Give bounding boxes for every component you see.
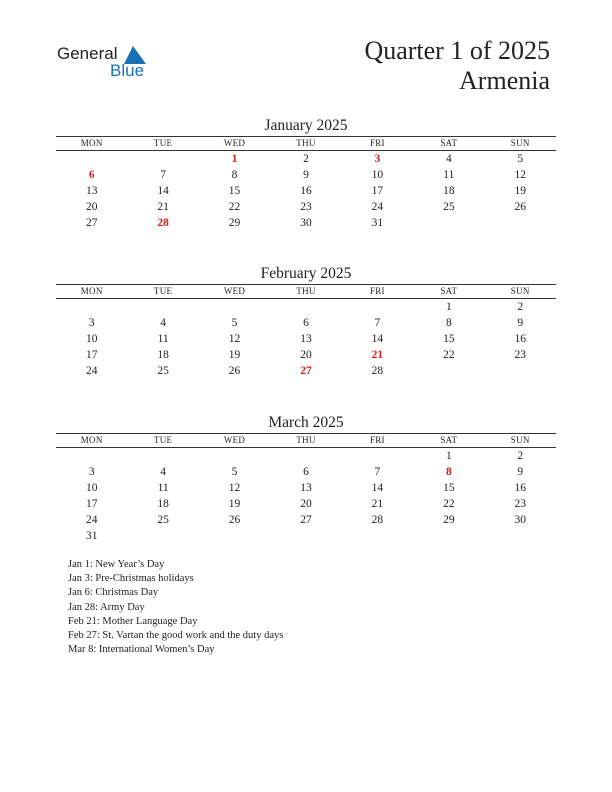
holiday-note: Jan 28: Army Day xyxy=(68,601,145,613)
day-cell xyxy=(342,299,413,315)
day-cell: 26 xyxy=(514,201,526,213)
day-cell: 19 xyxy=(228,498,241,510)
day-cell: 31 xyxy=(371,217,384,229)
day-cell: 9 xyxy=(517,466,524,478)
weekday-label: SAT xyxy=(440,286,458,296)
day-cell: 20 xyxy=(85,201,98,213)
day-cell: 13 xyxy=(300,333,312,345)
day-cell: 15 xyxy=(228,185,241,197)
weekday-label: WED xyxy=(223,286,246,296)
weekday-label: TUE xyxy=(153,435,173,445)
day-cell: 20 xyxy=(300,349,312,361)
day-cell xyxy=(127,448,198,464)
day-cell: 1 xyxy=(445,450,452,462)
weekday-label: MON xyxy=(80,138,103,148)
holiday-list xyxy=(68,558,283,657)
day-cell: 27 xyxy=(85,217,98,229)
week-row xyxy=(56,480,556,496)
day-cell: 28 xyxy=(371,365,384,377)
day-cell: 24 xyxy=(85,514,98,526)
weekday-label: TUE xyxy=(153,138,173,148)
generalblue-logo xyxy=(57,44,157,84)
day-cell: 16 xyxy=(300,185,312,197)
day-cell: 24 xyxy=(371,201,384,213)
day-cell xyxy=(342,448,413,464)
day-cell: 20 xyxy=(300,498,312,510)
week-row xyxy=(56,331,556,347)
day-cell: 8 xyxy=(445,317,452,329)
day-cell xyxy=(413,528,484,544)
day-cell: 11 xyxy=(157,333,169,345)
day-cell: 9 xyxy=(517,317,524,329)
day-cell xyxy=(270,528,341,544)
day-cell: 2 xyxy=(517,301,524,313)
day-cell: 15 xyxy=(443,333,455,345)
day-cell: 12 xyxy=(228,333,241,345)
day-cell: 7 xyxy=(374,317,381,329)
day-cell xyxy=(127,151,198,167)
day-cell xyxy=(485,528,556,544)
logo-text-blue: Blue xyxy=(110,61,145,80)
day-cell: 17 xyxy=(85,498,98,510)
day-cell: 19 xyxy=(228,349,241,361)
holiday-day-cell: 28 xyxy=(157,217,169,229)
day-cell: 5 xyxy=(231,466,238,478)
weekday-header xyxy=(56,136,556,151)
day-cell: 23 xyxy=(300,201,312,213)
day-cell: 6 xyxy=(303,317,309,329)
holiday-note: Jan 1: New Year’s Day xyxy=(68,559,165,570)
day-cell: 19 xyxy=(514,185,526,197)
day-cell: 31 xyxy=(85,530,98,542)
day-cell xyxy=(199,528,270,544)
day-cell: 18 xyxy=(157,349,169,361)
day-cell: 22 xyxy=(443,349,455,361)
day-cell xyxy=(127,299,198,315)
day-cell: 14 xyxy=(371,333,384,345)
day-cell xyxy=(56,299,127,315)
day-cell: 14 xyxy=(371,482,384,494)
day-cell: 7 xyxy=(374,466,381,478)
weekday-label: TUE xyxy=(153,286,173,296)
day-cell: 26 xyxy=(228,365,241,377)
day-cell: 2 xyxy=(517,450,524,462)
week-row xyxy=(56,167,556,183)
day-cell: 3 xyxy=(88,466,95,478)
logo-text-general: General xyxy=(57,44,118,63)
holiday-note: Jan 6: Christmas Day xyxy=(68,587,159,599)
day-cell: 25 xyxy=(157,365,169,377)
day-cell xyxy=(270,448,341,464)
day-cell: 30 xyxy=(514,514,526,526)
day-cell: 26 xyxy=(228,514,241,526)
day-cell xyxy=(485,363,556,379)
title-block xyxy=(364,36,550,96)
weekday-label: WED xyxy=(223,138,246,148)
day-cell: 12 xyxy=(228,482,241,494)
week-row xyxy=(56,496,556,512)
day-cell: 17 xyxy=(371,185,384,197)
holiday-day-cell: 27 xyxy=(300,365,312,377)
day-cell xyxy=(56,448,127,464)
week-row xyxy=(56,464,556,480)
day-cell: 21 xyxy=(371,498,384,510)
weekday-label: SUN xyxy=(510,138,530,148)
day-cell: 15 xyxy=(443,482,455,494)
week-row xyxy=(56,299,556,315)
day-cell: 18 xyxy=(157,498,169,510)
week-row xyxy=(56,347,556,363)
holiday-note: Feb 21: Mother Language Day xyxy=(68,615,198,627)
weekday-label: THU xyxy=(296,435,316,445)
day-cell: 18 xyxy=(443,185,455,197)
day-cell: 9 xyxy=(303,169,309,181)
month-calendar-march xyxy=(56,413,556,544)
month-calendar-january xyxy=(56,116,556,231)
day-cell: 8 xyxy=(231,169,238,181)
holiday-day-cell: 21 xyxy=(371,349,384,361)
week-row xyxy=(56,448,556,464)
day-cell: 13 xyxy=(300,482,312,494)
day-cell: 2 xyxy=(303,153,309,165)
day-cell: 21 xyxy=(157,201,169,213)
weekday-label: FRI xyxy=(369,138,385,148)
day-cell: 4 xyxy=(445,153,452,165)
weekday-label: SUN xyxy=(510,286,530,296)
weekday-label: THU xyxy=(296,286,316,296)
country-name: Armenia xyxy=(459,66,550,95)
day-cell: 17 xyxy=(85,349,98,361)
day-cell: 5 xyxy=(231,317,238,329)
week-row xyxy=(56,512,556,528)
day-cell: 25 xyxy=(443,201,455,213)
day-cell xyxy=(270,299,341,315)
day-cell xyxy=(56,151,127,167)
weekday-label: WED xyxy=(223,435,246,445)
month-title: March 2025 xyxy=(268,414,344,431)
day-cell xyxy=(413,363,484,379)
week-row xyxy=(56,215,556,231)
weekday-header xyxy=(56,284,556,299)
day-cell: 7 xyxy=(160,169,166,181)
day-cell: 5 xyxy=(517,153,524,165)
week-row xyxy=(56,151,556,167)
day-cell: 4 xyxy=(160,466,166,478)
day-cell: 14 xyxy=(157,185,169,197)
weekday-label: FRI xyxy=(369,435,385,445)
day-cell: 30 xyxy=(300,217,312,229)
week-row xyxy=(56,199,556,215)
weekday-label: SUN xyxy=(510,435,530,445)
weekday-label: MON xyxy=(80,435,103,445)
day-cell: 24 xyxy=(85,365,98,377)
day-cell: 23 xyxy=(514,349,526,361)
day-cell: 28 xyxy=(371,514,384,526)
day-cell: 22 xyxy=(443,498,455,510)
holiday-note: Feb 27: St. Vartan the good work and the duty days xyxy=(68,630,284,642)
day-cell: 11 xyxy=(157,482,169,494)
day-cell: 16 xyxy=(514,482,526,494)
weekday-label: SAT xyxy=(440,435,458,445)
day-cell: 6 xyxy=(303,466,309,478)
day-cell: 10 xyxy=(371,169,384,181)
day-cell: 4 xyxy=(160,317,166,329)
holiday-note: Mar 8: International Women’s Day xyxy=(68,644,215,656)
day-cell xyxy=(199,299,270,315)
day-cell xyxy=(199,448,270,464)
week-row xyxy=(56,183,556,199)
day-cell: 29 xyxy=(228,217,241,229)
day-cell: 23 xyxy=(514,498,526,510)
day-cell: 22 xyxy=(228,201,241,213)
page-title: Quarter 1 of 2025 xyxy=(364,36,550,65)
weekday-label: FRI xyxy=(369,286,385,296)
holiday-day-cell: 1 xyxy=(231,153,238,165)
day-cell: 10 xyxy=(85,333,98,345)
weekday-label: THU xyxy=(296,138,316,148)
weekday-header xyxy=(56,433,556,448)
month-calendar-february xyxy=(56,264,556,379)
holiday-day-cell: 3 xyxy=(374,153,381,165)
day-cell: 12 xyxy=(514,169,526,181)
day-cell: 25 xyxy=(157,514,169,526)
day-cell: 11 xyxy=(443,169,455,181)
day-cell xyxy=(127,528,198,544)
weekday-label: SAT xyxy=(440,138,458,148)
day-cell: 16 xyxy=(514,333,526,345)
holiday-note: Jan 3: Pre-Christmas holidays xyxy=(68,573,194,585)
month-title: February 2025 xyxy=(260,265,352,282)
day-cell: 13 xyxy=(85,185,98,197)
holiday-day-cell: 8 xyxy=(445,466,452,478)
day-cell: 29 xyxy=(443,514,455,526)
day-cell: 10 xyxy=(85,482,98,494)
day-cell: 1 xyxy=(445,301,452,313)
day-cell xyxy=(342,528,413,544)
month-title: January 2025 xyxy=(264,117,348,134)
day-cell xyxy=(413,215,484,231)
day-cell xyxy=(485,215,556,231)
week-row xyxy=(56,315,556,331)
day-cell: 27 xyxy=(300,514,312,526)
holiday-day-cell: 6 xyxy=(88,169,95,181)
week-row xyxy=(56,528,556,544)
weekday-label: MON xyxy=(80,286,103,296)
week-row xyxy=(56,363,556,379)
day-cell: 3 xyxy=(88,317,95,329)
